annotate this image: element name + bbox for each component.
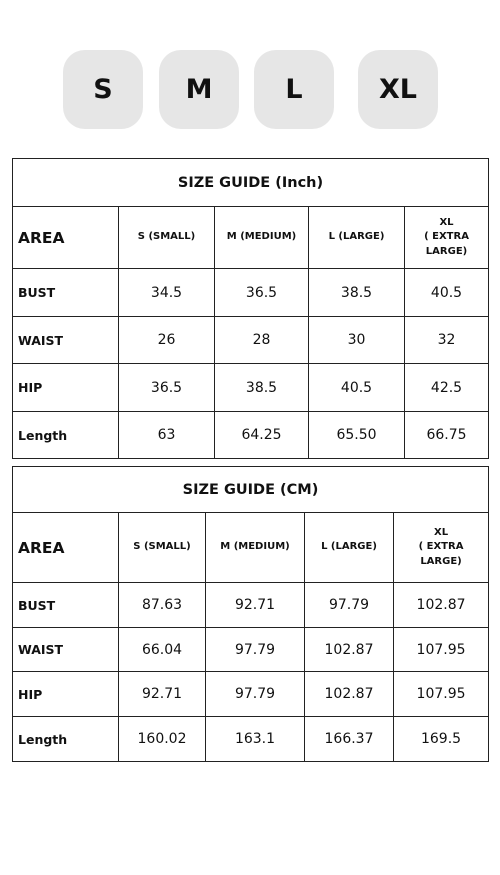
table-row [13,317,489,364]
cell-value: 63 [119,412,215,459]
cell-value: 40.5 [309,364,405,412]
table-row [13,412,489,459]
cell-value: 30 [309,317,405,364]
cell-value: 40.5 [405,269,489,317]
column-header-l: L (LARGE) [309,207,405,269]
cell-value: 92.71 [206,583,305,628]
row-label: HIP [13,364,119,412]
cell-value: 32 [405,317,489,364]
cell-value: 87.63 [119,583,206,628]
cell-value: 66.04 [119,628,206,672]
row-label: Length [13,717,119,762]
cell-value: 26 [119,317,215,364]
size-guide-inch-table [12,158,489,459]
column-header-xl: XL ( EXTRA LARGE) [394,513,489,583]
cell-value: 102.87 [394,583,489,628]
cell-value: 66.75 [405,412,489,459]
table-row [13,628,489,672]
cell-value: 42.5 [405,364,489,412]
cell-value: 97.79 [206,628,305,672]
size-button-xl[interactable]: XL [358,50,438,129]
table-row [13,583,489,628]
cell-value: 28 [215,317,309,364]
row-label: Length [13,412,119,459]
size-button-l[interactable]: L [254,50,334,129]
cell-value: 160.02 [119,717,206,762]
row-label: BUST [13,583,119,628]
cell-value: 36.5 [119,364,215,412]
cell-value: 97.79 [206,672,305,717]
cell-value: 38.5 [215,364,309,412]
size-button-s[interactable]: S [63,50,143,129]
column-header-s: S (SMALL) [119,513,206,583]
cell-value: 38.5 [309,269,405,317]
cell-value: 169.5 [394,717,489,762]
cell-value: 92.71 [119,672,206,717]
area-header: AREA [13,207,119,269]
column-header-s: S (SMALL) [119,207,215,269]
cell-value: 107.95 [394,672,489,717]
column-header-m: M (MEDIUM) [215,207,309,269]
cell-value: 97.79 [305,583,394,628]
cell-value: 64.25 [215,412,309,459]
size-guide-cm-table [12,466,489,762]
cell-value: 107.95 [394,628,489,672]
table-row [13,717,489,762]
area-header: AREA [13,513,119,583]
table-row [13,364,489,412]
row-label: HIP [13,672,119,717]
size-button-m[interactable]: M [159,50,239,129]
table-row [13,672,489,717]
table-title: SIZE GUIDE (CM) [13,467,489,513]
table-title: SIZE GUIDE (Inch) [13,159,489,207]
cell-value: 34.5 [119,269,215,317]
row-label: WAIST [13,317,119,364]
column-header-l: L (LARGE) [305,513,394,583]
cell-value: 102.87 [305,672,394,717]
cell-value: 65.50 [309,412,405,459]
cell-value: 163.1 [206,717,305,762]
cell-value: 102.87 [305,628,394,672]
column-header-m: M (MEDIUM) [206,513,305,583]
column-header-xl: XL ( EXTRA LARGE) [405,207,489,269]
cell-value: 166.37 [305,717,394,762]
cell-value: 36.5 [215,269,309,317]
row-label: BUST [13,269,119,317]
row-label: WAIST [13,628,119,672]
table-row [13,269,489,317]
